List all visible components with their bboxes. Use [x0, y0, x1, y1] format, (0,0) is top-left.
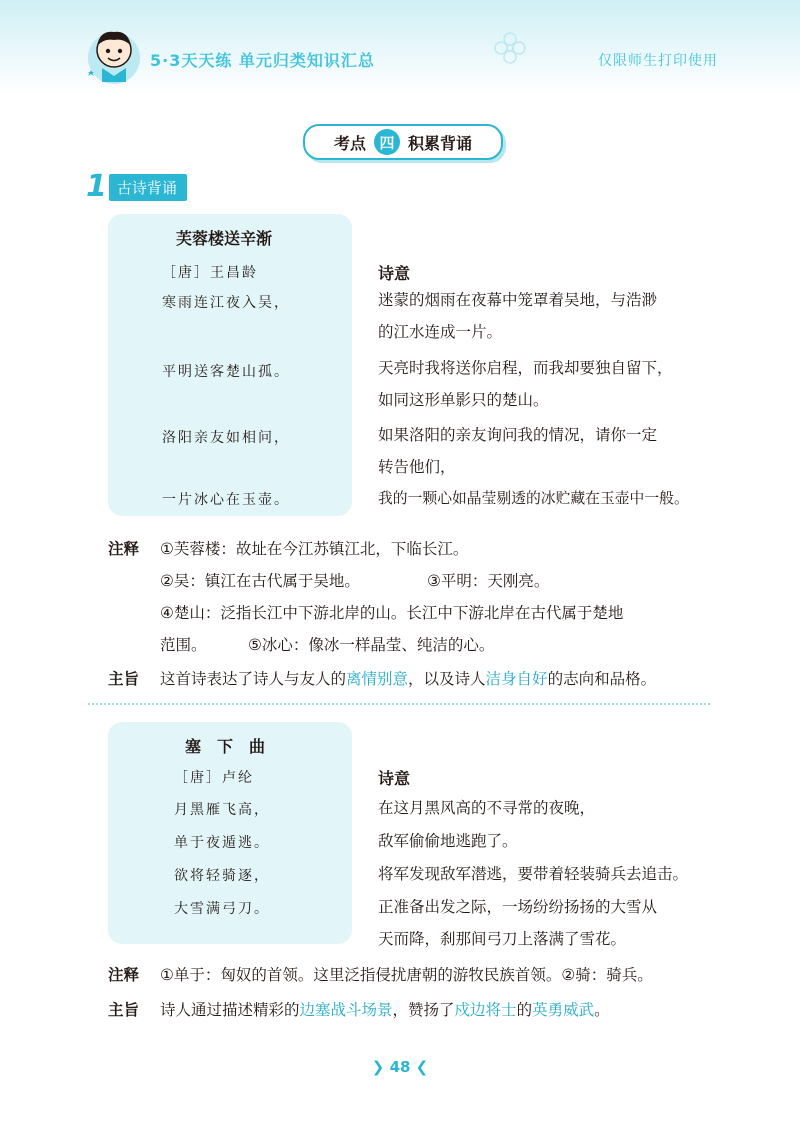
flower-decoration-icon [490, 28, 530, 68]
poem1-theme-label: 主旨 [108, 670, 140, 688]
theme-highlight: 离情别意 [346, 670, 409, 688]
page-arrow-right-icon: ❮ [415, 1058, 429, 1076]
poem2-yi-line: 敌军偷偷地逃跑了。 [378, 832, 518, 850]
section-divider [88, 703, 710, 705]
poem1-yi-line: 转告他们， [378, 458, 456, 476]
kaodian-title: 积累背诵 [408, 133, 473, 153]
theme-highlight: 洁身自好 [485, 670, 548, 688]
theme-text: 的 [516, 1001, 533, 1019]
page-number-value: 48 [389, 1058, 411, 1076]
poem1-yi-line: 迷蒙的烟雨在夜幕中笼罩着吴地，与浩渺 [378, 291, 658, 309]
poem2-theme [160, 998, 610, 1020]
poem2-line: 单于夜遁逃。 [174, 835, 270, 851]
kaodian-number: 四 [374, 129, 400, 155]
poem2-yi-line: 在这月黑风高的不寻常的夜晚， [378, 799, 596, 817]
page-arrow-left-icon: ❯ [371, 1058, 385, 1076]
poem1-yi-line: 的江水连成一片。 [378, 323, 503, 341]
poem2-line: 大雪满弓刀。 [174, 901, 270, 917]
section-tag [86, 169, 187, 204]
poem1-note: 范围。 [160, 636, 207, 654]
header-title: 5·3天天练 单元归类知识汇总 [150, 51, 375, 70]
poem1-theme [160, 667, 656, 689]
theme-highlight: 英勇威武 [532, 1001, 595, 1019]
poem2-yi-heading: 诗意 [378, 769, 411, 788]
poem1-yi-line: 天亮时我将送你启程，而我却要独自留下， [378, 359, 673, 377]
poem2-note: ①单于：匈奴的首领。这里泛指侵扰唐朝的游牧民族首领。②骑：骑兵。 [160, 966, 653, 984]
poem1-yi-heading: 诗意 [378, 264, 411, 283]
poem1-note: ⑤冰心：像冰一样晶莹、纯洁的心。 [248, 636, 495, 654]
page-number [0, 1058, 800, 1076]
theme-text: 诗人通过描述精彩的 [160, 1001, 300, 1019]
poem2-line: 月黑雁飞高， [174, 802, 270, 818]
poem2-theme-label: 主旨 [108, 1001, 140, 1019]
poem1-note: ①芙蓉楼：故址在今江苏镇江北，下临长江。 [160, 540, 469, 558]
poem1-note: ④楚山：泛指长江中下游北岸的山。长江中下游北岸在古代属于楚地 [160, 604, 624, 622]
kaodian-badge [303, 124, 503, 160]
section-label: 古诗背诵 [109, 174, 187, 201]
poem1-line: 一片冰心在玉壶。 [162, 492, 290, 508]
poem1-yi-line: 我的一颗心如晶莹剔透的冰贮藏在玉壶中一般。 [378, 490, 689, 507]
theme-text: 的志向和品格。 [547, 670, 657, 688]
kaodian-prefix: 考点 [333, 133, 366, 153]
poem2-author: ［唐］卢纶 [174, 770, 254, 786]
theme-text: ，赞扬了 [392, 1001, 455, 1019]
poem2-yi-line: 正准备出发之际，一场纷纷扬扬的大雪从 [378, 898, 658, 916]
poem2-title: 塞 下 曲 [185, 737, 266, 756]
poem1-line: 寒雨连江夜入吴， [162, 295, 290, 311]
theme-highlight: 戍边将士 [454, 1001, 517, 1019]
poem1-line: 洛阳亲友如相问， [162, 430, 290, 446]
poem1-yi-line: 如果洛阳的亲友询问我的情况，请你一定 [378, 426, 658, 444]
poem2-yi-line: 将军发现敌军潜逃，要带着轻装骑兵去追击。 [378, 865, 689, 883]
poem1-note: ③平明：天刚亮。 [427, 572, 550, 590]
poem1-note: ②吴：镇江在古代属于吴地。 [160, 572, 360, 590]
poem2-notes-label: 注释 [108, 966, 140, 984]
poem1-author: ［唐］王昌龄 [162, 265, 258, 281]
theme-text: 这首诗表达了诗人与友人的 [160, 670, 347, 688]
mascot-boy-icon [78, 20, 150, 92]
header-usage-note: 仅限师生打印使用 [598, 53, 718, 69]
poem2-line: 欲将轻骑逐， [174, 868, 270, 884]
poem1-line: 平明送客楚山孤。 [162, 364, 290, 380]
theme-text: 。 [594, 1001, 610, 1019]
theme-text: ，以及诗人 [408, 670, 486, 688]
poem1-yi-line: 如同这形单影只的楚山。 [378, 391, 549, 409]
poem1-notes-label: 注释 [108, 540, 140, 558]
poem1-title: 芙蓉楼送辛渐 [176, 229, 273, 248]
poem2-yi-line: 天而降，刹那间弓刀上落满了雪花。 [378, 930, 627, 948]
theme-highlight: 边塞战斗场景 [299, 1001, 393, 1019]
section-number: 1 [86, 169, 107, 204]
